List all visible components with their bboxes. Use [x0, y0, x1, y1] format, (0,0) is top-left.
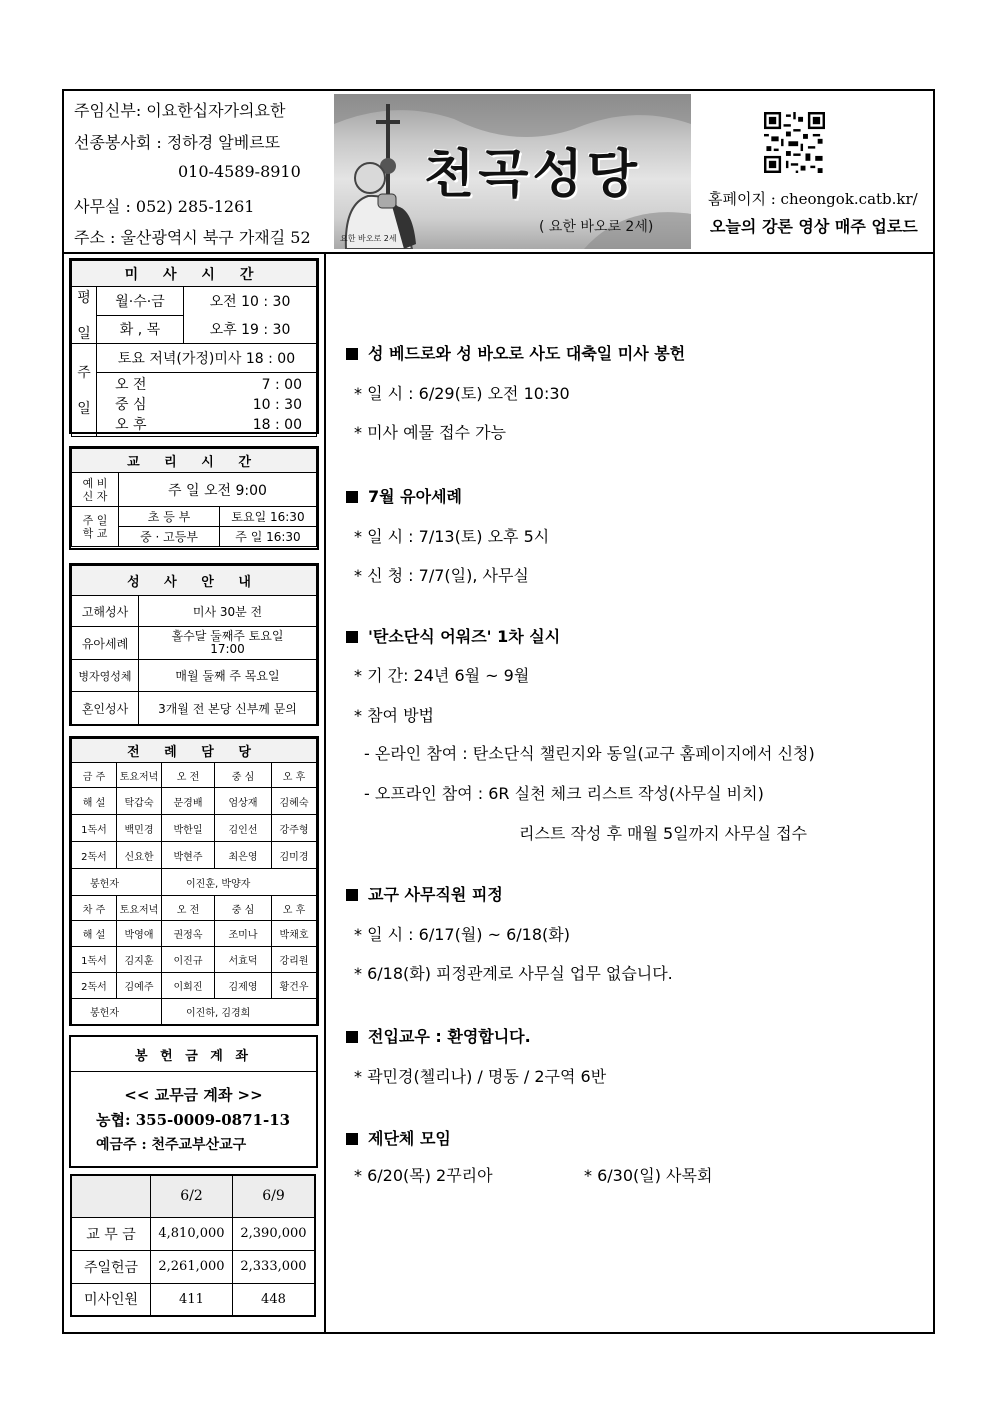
account-title: 봉 헌 금 계 좌: [71, 1037, 316, 1072]
sunday-school-label: 주 일 학 교: [72, 507, 119, 547]
week2-cell: 김예주: [117, 973, 162, 999]
week1-cell: 신요한: [117, 842, 162, 869]
week1-role: 해 설: [72, 788, 117, 815]
mass-times-title: 미 사 시 간: [72, 261, 317, 287]
banner-caption: 요한 바오로 2세: [340, 234, 397, 243]
week2-cell: 황건우: [272, 973, 317, 999]
marriage-label: 혼인성사: [72, 692, 139, 725]
column-divider: [324, 252, 326, 1334]
homily-upload-note: 오늘의 강론 영상 매주 업로드: [710, 217, 918, 236]
week2-header-cell: 중 심: [215, 896, 272, 921]
notice-line: * 일 시 : 7/13(토) 오후 5시: [354, 527, 550, 546]
week2-header-cell: 오 전: [162, 896, 215, 921]
secondary-label: 중 · 고등부: [119, 527, 220, 547]
week2-header-cell: 차 주: [72, 896, 117, 921]
week1-cell: 김인선: [215, 815, 272, 842]
week1-cell: 강주형: [272, 815, 317, 842]
header-divider: [62, 252, 935, 254]
finance-corner: [71, 1175, 151, 1217]
week1-header-cell: 토요저녁: [117, 763, 162, 788]
account-holder: 예금주 : 천주교부산교구: [96, 1137, 247, 1153]
catechism-title: 교 리 시 간: [72, 449, 317, 473]
week2-cell: 박영애: [117, 921, 162, 947]
bullet-square-icon: [346, 631, 358, 643]
sacraments-title: 성 사 안 내: [72, 566, 317, 596]
finance-row-label: 교 무 금: [71, 1217, 151, 1250]
weekday-time-2: 오후 19 : 30: [184, 315, 317, 344]
weekday-days-2: 화 , 목: [97, 315, 184, 344]
week2-cell: 이회진: [162, 973, 215, 999]
week1-offering-label: 봉헌자: [72, 869, 162, 896]
week2-cell: 조미나: [215, 921, 272, 947]
week2-cell: 권정옥: [162, 921, 215, 947]
notice-line: * 미사 예물 접수 가능: [354, 423, 506, 442]
finance-value: 411: [151, 1283, 233, 1316]
council-chair: 선종봉사회 : 정하경 알베르또: [74, 133, 281, 152]
week1-cell: 박한일: [162, 815, 215, 842]
bullet-square-icon: [346, 889, 358, 901]
notice-heading: 제단체 모임: [346, 1126, 451, 1149]
week1-cell: 김미경: [272, 842, 317, 869]
week2-role: 2독서: [72, 973, 117, 999]
finance-row-label: 주일헌금: [71, 1250, 151, 1283]
sick-communion-info: 매월 둘째 주 목요일: [139, 660, 317, 692]
week1-header-cell: 오 전: [162, 763, 215, 788]
bullet-square-icon: [346, 491, 358, 503]
week1-role: 1독서: [72, 815, 117, 842]
weekday-time-1: 오전 10 : 30: [184, 287, 317, 316]
week2-role: 해 설: [72, 921, 117, 947]
week2-cell: 강리원: [272, 947, 317, 973]
confession-info: 미사 30분 전: [139, 596, 317, 627]
council-phone: 010-4589-8910: [178, 162, 301, 181]
marriage-info: 3개월 전 본당 신부께 문의: [139, 692, 317, 725]
week2-cell: 이진규: [162, 947, 215, 973]
church-address: 주소 : 울산광역시 북구 가재길 52: [74, 228, 311, 247]
week1-header-cell: 중 심: [215, 763, 272, 788]
bullet-square-icon: [346, 1133, 358, 1145]
notice-line: * 기 간: 24년 6월 ~ 9월: [354, 666, 530, 685]
mass-times-table: [71, 260, 317, 437]
week1-header-cell: 오 후: [272, 763, 317, 788]
homepage-url[interactable]: 홈페이지 : cheongok.catb.kr/: [708, 190, 918, 208]
church-name-title: 천곡성당: [424, 145, 641, 205]
notice-line: * 참여 방법: [354, 706, 434, 725]
finance-value: 2,261,000: [151, 1250, 233, 1283]
notice-heading: 전입교우 : 환영합니다.: [346, 1024, 531, 1047]
week2-offering: 이진하, 김경희: [162, 999, 317, 1025]
week1-cell: 탁갑숙: [117, 788, 162, 815]
church-banner: [334, 94, 691, 249]
account-heading: << 교무금 계좌 >>: [124, 1086, 263, 1104]
pastor-name: 주임신부: 이요한십자가의요한: [74, 101, 286, 120]
week2-cell: 김제영: [215, 973, 272, 999]
sunday-mass-list: 오 전 7 : 00 중 심 10 : 30 오 후 18 : 00: [97, 373, 317, 437]
notice-line: * 일 시 : 6/17(월) ~ 6/18(화): [354, 925, 570, 944]
notice-line: - 오프라인 참여 : 6R 실천 체크 리스트 작성(사무실 비치): [364, 784, 764, 803]
liturgy-title: 전 례 담 당: [72, 739, 317, 763]
account-number[interactable]: 농협: 355-0009-0871-13: [96, 1111, 291, 1129]
week2-cell: 김지훈: [117, 947, 162, 973]
notice-heading: 성 베드로와 성 바오로 사도 대축일 미사 봉헌: [346, 341, 685, 364]
sacraments-table: [71, 565, 317, 725]
notice-line: * 곽민경(첼리나) / 명동 / 2구역 6반: [354, 1067, 607, 1086]
week1-header-cell: 금 주: [72, 763, 117, 788]
church-patron-subtitle: ( 요한 바오로 2세): [539, 219, 654, 235]
saturday-mass: 토요 저녁(가정)미사 18 : 00: [97, 344, 317, 373]
confession-label: 고해성사: [72, 596, 139, 627]
finance-value: 448: [232, 1283, 315, 1316]
sunday-label: 주 일: [72, 344, 97, 437]
week2-cell: 박채호: [272, 921, 317, 947]
week1-cell: 문경배: [162, 788, 215, 815]
week1-cell: 박현주: [162, 842, 215, 869]
week2-cell: 서효덕: [215, 947, 272, 973]
weekday-days-1: 월·수·금: [97, 287, 184, 316]
week2-header-cell: 토요저녁: [117, 896, 162, 921]
bullet-square-icon: [346, 348, 358, 360]
catechumen-time: 주 일 오전 9:00: [119, 473, 317, 507]
notice-line: * 6/20(목) 2꾸리아: [354, 1166, 493, 1185]
week1-cell: 백민경: [117, 815, 162, 842]
elementary-time: 토요일 16:30: [220, 507, 317, 527]
office-phone: 사무실 : 052) 285-1261: [74, 197, 255, 216]
finance-value: 2,390,000: [232, 1217, 315, 1250]
notice-line: - 온라인 참여 : 탄소단식 챌린지와 동일(교구 홈페이지에서 신청): [364, 744, 815, 763]
infant-baptism-info: 홀수달 둘째주 토요일 17:00: [139, 627, 317, 660]
elementary-label: 초 등 부: [119, 507, 220, 527]
liturgy-table: [71, 738, 317, 1025]
bullet-square-icon: [346, 1031, 358, 1043]
week1-role: 2독서: [72, 842, 117, 869]
notice-line: * 6/30(일) 사목회: [584, 1166, 713, 1185]
qr-code-icon[interactable]: [764, 112, 825, 173]
week1-offering: 이진훈, 박양자: [162, 869, 317, 896]
week2-offering-label: 봉헌자: [72, 999, 162, 1025]
secondary-time: 주 일 16:30: [220, 527, 317, 547]
week2-header-cell: 오 후: [272, 896, 317, 921]
week2-role: 1독서: [72, 947, 117, 973]
finance-value: 2,333,000: [232, 1250, 315, 1283]
week1-cell: 최은영: [215, 842, 272, 869]
notice-line: * 6/18(화) 피정관계로 사무실 업무 없습니다.: [354, 964, 673, 983]
finance-value: 4,810,000: [151, 1217, 233, 1250]
finance-date: 6/2: [151, 1175, 233, 1217]
notice-heading: 7월 유아세례: [346, 484, 462, 507]
notice-line: * 신 청 : 7/7(일), 사무실: [354, 566, 529, 585]
sick-communion-label: 병자영성체: [72, 660, 139, 692]
week1-cell: 김혜숙: [272, 788, 317, 815]
notice-line: 리스트 작성 후 매월 5일까지 사무실 접수: [519, 824, 807, 843]
weekday-label: 평 일: [72, 287, 97, 344]
notice-line: * 일 시 : 6/29(토) 오전 10:30: [354, 384, 570, 403]
catechumen-label: 예 비 신 자: [72, 473, 119, 507]
finance-table: [70, 1174, 316, 1317]
finance-row-label: 미사인원: [71, 1283, 151, 1316]
catechism-table: [71, 448, 317, 547]
finance-date: 6/9: [232, 1175, 315, 1217]
infant-baptism-label: 유아세례: [72, 627, 139, 660]
notice-heading: '탄소단식 어워즈' 1차 실시: [346, 624, 560, 647]
notice-heading: 교구 사무직원 피정: [346, 882, 503, 905]
week1-cell: 엄상재: [215, 788, 272, 815]
